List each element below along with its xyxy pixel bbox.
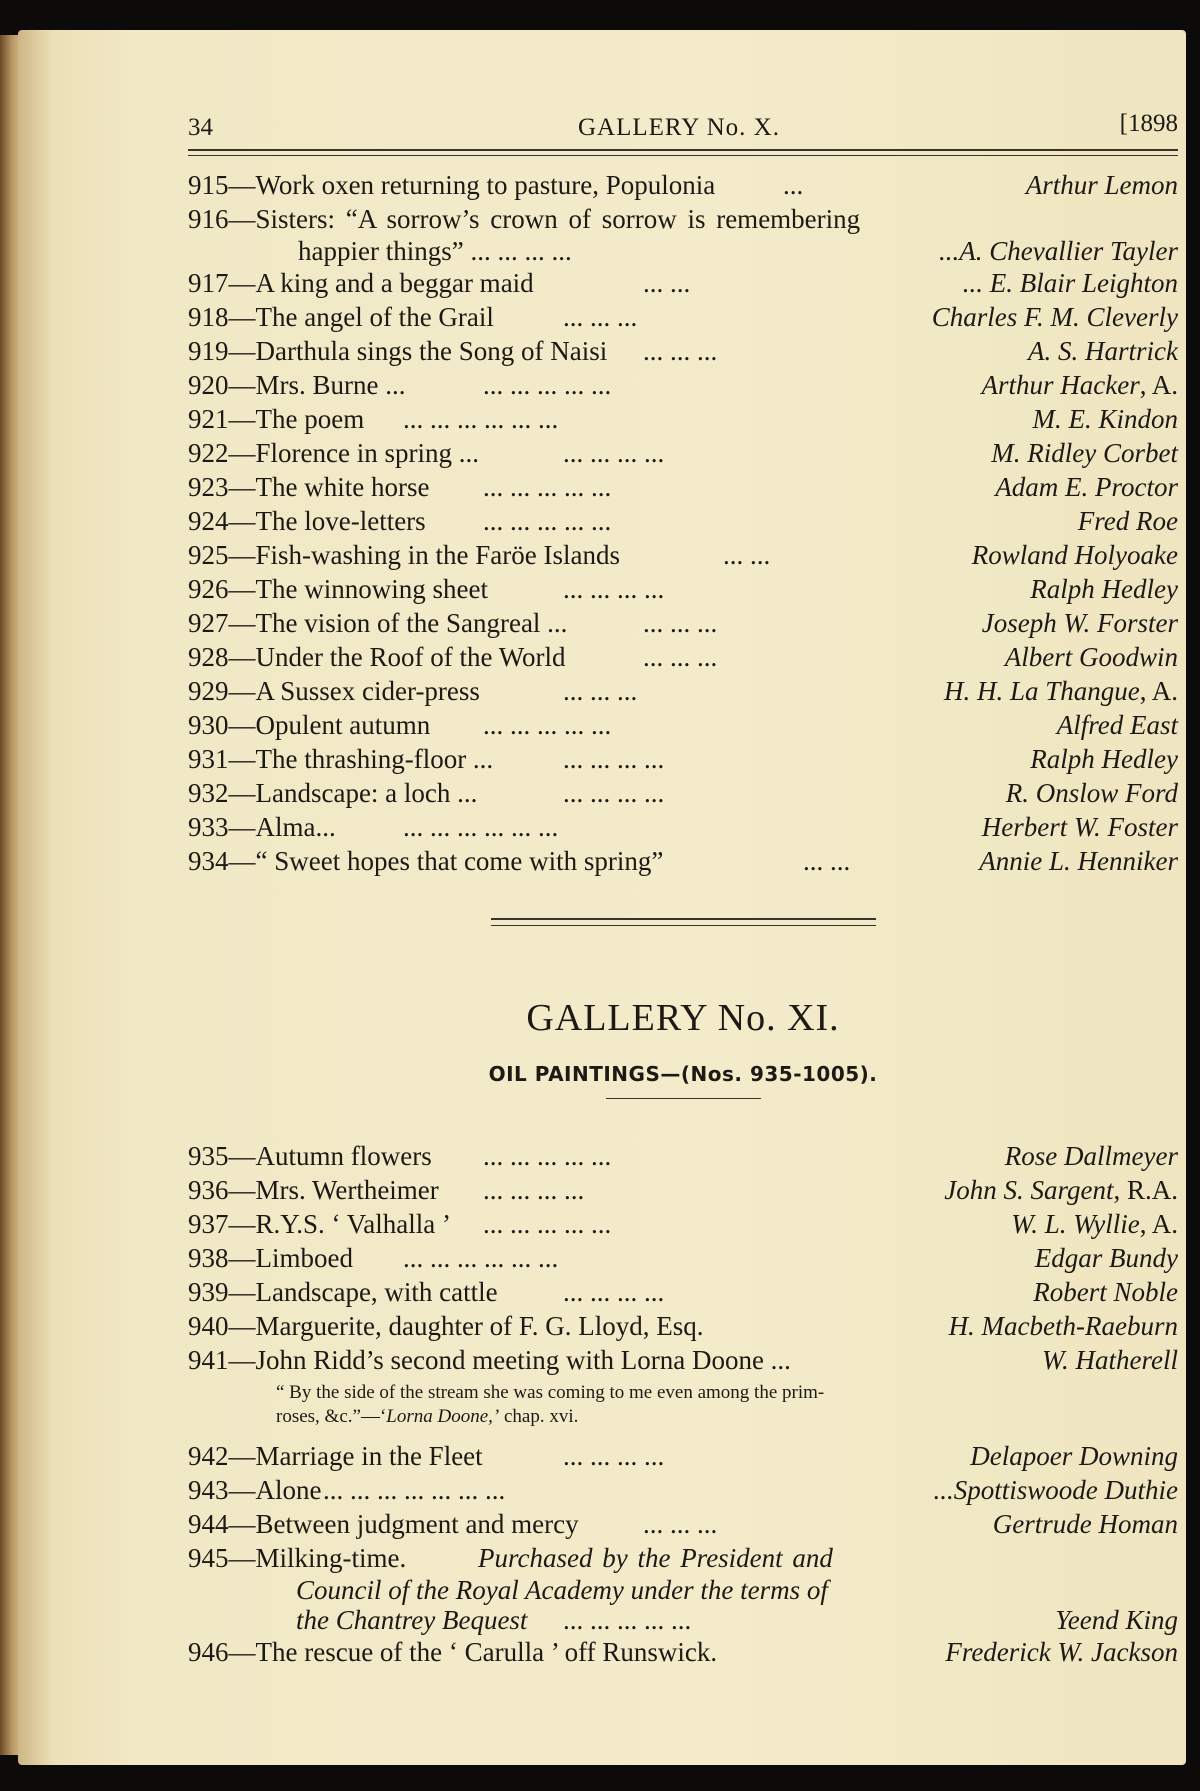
leader-dots: ... ...: [643, 268, 691, 298]
entry-artist: H. Macbeth-Raeburn: [948, 1311, 1178, 1341]
catalogue-entry: [188, 1309, 1188, 1343]
gallery-title: GALLERY No. XI.: [526, 997, 840, 1039]
entry-artist: [944, 1173, 1178, 1207]
catalogue-entry: [188, 1635, 1188, 1669]
leader-dots: ... ... ... ...: [563, 778, 665, 808]
entry-title: 930—Opulent autumn: [188, 710, 431, 740]
catalogue-entry: [188, 1439, 1188, 1473]
entry-artist: ... E. Blair Leighton: [962, 268, 1178, 298]
artist-suffix: , A.: [1139, 676, 1178, 706]
entry-title-continuation: happier things” ... ... ... ...: [298, 236, 572, 266]
leader-dots: ... ... ... ... ... ...: [403, 812, 559, 842]
gallery-xi-heading: [188, 996, 1178, 1099]
entry-artist: Robert Noble: [1033, 1277, 1178, 1307]
catalogue-entry: [188, 606, 1188, 640]
running-header: [188, 80, 1188, 141]
leader-dots: ... ... ... ... ... ...: [403, 1243, 559, 1273]
catalogue-entry-continuation: [188, 236, 1188, 266]
gallery-xi-list-continued: [188, 1439, 1188, 1669]
leader-dots: ... ...: [723, 540, 771, 570]
catalogue-entry-continuation: [188, 1575, 1188, 1605]
entry-artist: [944, 674, 1178, 708]
artist-suffix: , R.A.: [1113, 1175, 1178, 1205]
catalogue-entry: [188, 368, 1188, 402]
catalogue-entry: [188, 844, 1188, 878]
catalogue-entry: [188, 1207, 1188, 1241]
entry-title: 929—A Sussex cider-press: [188, 676, 480, 706]
catalogue-entry: [188, 572, 1188, 606]
catalogue-entry: [188, 1241, 1188, 1275]
catalogue-entry: [188, 436, 1188, 470]
catalogue-entry: [188, 640, 1188, 674]
entry-title: 917—A king and a beggar maid: [188, 268, 534, 298]
entry-artist: M. Ridley Corbet: [991, 438, 1178, 468]
entry-artist: ...Spottiswoode Duthie: [933, 1475, 1178, 1505]
page-number: 34: [188, 114, 213, 141]
leader-dots: ... ... ... ...: [563, 574, 665, 604]
leader-dots: ... ... ... ...: [563, 1277, 665, 1307]
entry-title: 915—Work oxen returning to pasture, Populonia: [188, 170, 716, 200]
catalogue-entry: [188, 674, 1188, 708]
leader-dots: ... ... ... ... ... ...: [403, 404, 559, 434]
entry-title: 916—Sisters: “A sorrow’s crown of sorrow is remembering: [188, 204, 861, 234]
catalogue-entry: [188, 1507, 1188, 1541]
catalogue-entry: [188, 1275, 1188, 1309]
entry-title: 921—The poem: [188, 404, 365, 434]
subtitle-rule: [606, 1098, 761, 1099]
entry-title: 942—Marriage in the Fleet: [188, 1441, 483, 1471]
entry-artist: ...A. Chevallier Tayler: [939, 236, 1178, 266]
entry-title: 922—Florence in spring ...: [188, 438, 479, 468]
catalogue-entry: [188, 334, 1188, 368]
catalogue-entry: [188, 470, 1188, 504]
entry-title: 925—Fish-washing in the Faröe Islands: [188, 540, 620, 570]
leader-dots: ... ... ... ...: [483, 1175, 585, 1205]
catalogue-entry: [188, 742, 1188, 776]
entry-artist: M. E. Kindon: [1032, 404, 1178, 434]
entry-artist: Rose Dallmeyer: [1004, 1141, 1178, 1171]
catalogue-entry: [188, 1173, 1188, 1207]
entry-artist: Adam E. Proctor: [995, 472, 1178, 502]
leader-dots: ... ... ...: [643, 608, 718, 638]
entry-title: 937—R.Y.S. ‘ Valhalla ’: [188, 1209, 451, 1239]
entry-title: 940—Marguerite, daughter of F. G. Lloyd, Esq.: [188, 1311, 704, 1341]
catalogue-page: [18, 30, 1186, 1765]
entry-artist: Annie L. Henniker: [979, 846, 1178, 876]
leader-dots: ... ... ... ... ...: [563, 1605, 692, 1635]
leader-dots: ... ... ... ...: [563, 744, 665, 774]
leader-dots: ... ... ... ... ...: [483, 1141, 612, 1171]
entry-artist: W. Hatherell: [1042, 1345, 1178, 1375]
leader-dots: ... ... ... ...: [563, 1441, 665, 1471]
entry-title: 926—The winnowing sheet: [188, 574, 488, 604]
entry-artist: Rowland Holyoake: [971, 540, 1178, 570]
entry-title: 936—Mrs. Wertheimer: [188, 1175, 439, 1205]
catalogue-entry: [188, 402, 1188, 436]
entry-artist: Ralph Hedley: [1030, 744, 1178, 774]
entry-title: 946—The rescue of the ‘ Carulla ’ off Runswick.: [188, 1637, 718, 1667]
artist-suffix: , A.: [1139, 370, 1178, 400]
gallery-xi-list: [188, 1139, 1188, 1377]
entry-artist: R. Onslow Ford: [1005, 778, 1178, 808]
artist-name: Arthur Hacker: [981, 370, 1140, 400]
catalogue-entry-continuation: [188, 1605, 1188, 1635]
leader-dots: ... ... ...: [643, 336, 718, 366]
entry-title: 939—Landscape, with cattle: [188, 1277, 498, 1307]
quote-source: Lorna Doone,’: [386, 1406, 500, 1427]
entry-artist: Frederick W. Jackson: [945, 1637, 1178, 1667]
quote-line: “ By the side of the stream she was coming to me even among the prim-: [276, 1382, 825, 1403]
catalogue-entry: [188, 708, 1188, 742]
catalogue-entry: [188, 538, 1188, 572]
entry-artist: Ralph Hedley: [1030, 574, 1178, 604]
leader-dots: ... ... ...: [643, 1509, 718, 1539]
entry-title: 933—Alma...: [188, 812, 336, 842]
entry-title: 918—The angel of the Grail: [188, 302, 494, 332]
entry-artist: Delapoer Downing: [970, 1441, 1178, 1471]
entry-artist: Gertrude Homan: [992, 1509, 1178, 1539]
entry-artist: Joseph W. Forster: [981, 608, 1178, 638]
entry-title: 945—Milking-time.: [188, 1543, 407, 1573]
entry-title: 938—Limboed: [188, 1243, 353, 1273]
entry-title: 935—Autumn flowers: [188, 1141, 432, 1171]
entry-artist: Alfred East: [1056, 710, 1178, 740]
entry-title: 920—Mrs. Burne ...: [188, 370, 406, 400]
leader-dots: ... ...: [803, 846, 851, 876]
leader-dots: ...: [783, 170, 804, 200]
leader-dots: ... ... ...: [563, 302, 638, 332]
entry-title: 928—Under the Roof of the World: [188, 642, 566, 672]
catalogue-entry: [188, 776, 1188, 810]
catalogue-entry: [188, 168, 1188, 202]
entry-title: 931—The thrashing-floor ...: [188, 744, 494, 774]
entry-artist: Edgar Bundy: [1034, 1243, 1178, 1273]
catalogue-entry: [188, 810, 1188, 844]
leader-dots: ... ... ... ... ...: [483, 506, 612, 536]
page-content: [188, 80, 1188, 1669]
quote-chapter: chap. xvi.: [499, 1406, 579, 1427]
catalogue-entry: [188, 1139, 1188, 1173]
quote-line: [276, 1405, 1096, 1429]
leader-dots: ... ... ... ...: [563, 438, 665, 468]
entry-note: Purchased by the President and: [478, 1543, 833, 1573]
leader-dots: ... ... ... ... ...: [483, 472, 612, 502]
entry-title: 919—Darthula sings the Song of Naisi: [188, 336, 608, 366]
entry-artist: Fred Roe: [1077, 506, 1178, 536]
gallery-subtitle: OIL PAINTINGS—(Nos. 935-1005).: [488, 1062, 878, 1086]
entry-artist: Yeend King: [1055, 1605, 1178, 1635]
quote-text: roses, &c.”—‘: [276, 1406, 387, 1427]
artist-name: John S. Sargent: [944, 1175, 1114, 1205]
catalogue-entry: [188, 1473, 1188, 1507]
entry-note: Council of the Royal Academy under the terms of: [296, 1575, 828, 1605]
entry-title: 944—Between judgment and mercy: [188, 1509, 579, 1539]
entry-note: the Chantrey Bequest: [296, 1605, 528, 1635]
entry-artist: [982, 368, 1178, 402]
artist-name: H. H. La Thangue: [943, 676, 1140, 706]
catalogue-entry: [188, 202, 1188, 236]
entry-title: 924—The love-letters: [188, 506, 426, 536]
catalogue-entry: [188, 504, 1188, 538]
entry-artist: [1011, 1207, 1178, 1241]
ornamental-rule: [491, 918, 876, 926]
entry-quotation: [276, 1381, 1096, 1429]
entry-artist: Herbert W. Foster: [981, 812, 1178, 842]
header-title: GALLERY No. X.: [578, 114, 780, 141]
entry-title: 923—The white horse: [188, 472, 430, 502]
entry-title: 943—Alone: [188, 1475, 322, 1505]
leader-dots: ... ... ... ... ...: [483, 370, 612, 400]
entry-artist: A. S. Hartrick: [1028, 336, 1178, 366]
entry-artist: Charles F. M. Cleverly: [931, 302, 1178, 332]
leader-dots: ... ... ... ... ... ... ...: [323, 1475, 506, 1505]
header-rule: [188, 149, 1178, 156]
artist-name: W. L. Wyllie: [1011, 1209, 1140, 1239]
entry-title: 932—Landscape: a loch ...: [188, 778, 478, 808]
header-year: [1898: [1119, 110, 1178, 137]
entry-title: 927—The vision of the Sangreal ...: [188, 608, 568, 638]
section-divider: [188, 918, 1178, 926]
gallery-x-list: [188, 168, 1188, 878]
leader-dots: ... ... ...: [643, 642, 718, 672]
catalogue-entry: [188, 1343, 1188, 1377]
entry-title: 934—“ Sweet hopes that come with spring”: [188, 846, 664, 876]
entry-title: 941—John Ridd’s second meeting with Lorna Doone ...: [188, 1345, 791, 1375]
leader-dots: ... ... ... ... ...: [483, 1209, 612, 1239]
catalogue-entry: [188, 1541, 1188, 1575]
entry-artist: Arthur Lemon: [1025, 170, 1178, 200]
catalogue-entry: [188, 266, 1188, 300]
leader-dots: ... ... ... ... ...: [483, 710, 612, 740]
artist-suffix: , A.: [1139, 1209, 1178, 1239]
catalogue-entry: [188, 300, 1188, 334]
leader-dots: ... ... ...: [563, 676, 638, 706]
entry-artist: Albert Goodwin: [1004, 642, 1178, 672]
